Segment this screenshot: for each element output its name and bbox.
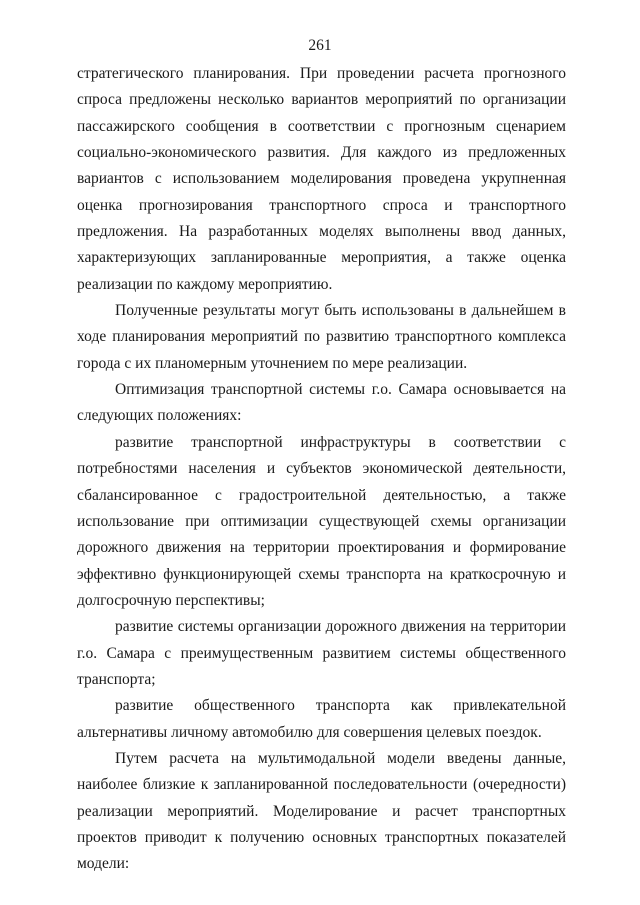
paragraph-modeling: Путем расчета на мультимодальной модели введены данные, наиболее близкие к запланированной последовательности (очередности) реализации мероприятий. Моделирование и расчет транспортных проектов приводит к получению основных транспортных показателей модели: — [77, 749, 566, 873]
document-body — [77, 61, 566, 878]
page-number: 261 — [308, 37, 332, 54]
paragraph-results-usage: Полученные результаты могут быть использованы в дальнейшем в ходе планирования мероприятий по развитию транспортного комплекса города с их планомерным уточнением по мере реализации. — [77, 302, 566, 372]
paragraph-optimization-intro: Оптимизация транспортной системы г.о. Самара основывается на следующих положениях: — [77, 381, 566, 425]
list-item-infrastructure: развитие транспортной инфраструктуры в соответствии с потребностями населения и субъектов экономической деятельности, сбалансированное с градостроительной деятельностью, а также использование при оптимизации существующей схемы организации дорожного движения на территории проектирования и формирование эффективно функционирующей схемы транспорта на краткосрочную и долгосрочную перспективы; — [77, 433, 566, 609]
paragraph-continuation: стратегического планирования. При проведении расчета прогнозного спроса предложены несколько вариантов мероприятий по организации пассажирского сообщения в соответствии с прогнозным сценарием социально-экономического развития. Для каждого из предложенных вариантов с использованием моделирования проведена укрупненная оценка прогнозирования транспортного спроса и транспортного предложения. На разработанных моделях выполнены ввод данных, характеризующих запланированные мероприятия, а также оценка реализации по каждому мероприятию. — [77, 65, 566, 293]
list-item-traffic-organization: развитие системы организации дорожного движения на территории г.о. Самара с преимущественным развитием системы общественного транспорта; — [77, 618, 566, 688]
list-item-public-transport: развитие общественного транспорта как привлекательной альтернативы личному автомобилю для совершения целевых поездок. — [77, 697, 566, 741]
